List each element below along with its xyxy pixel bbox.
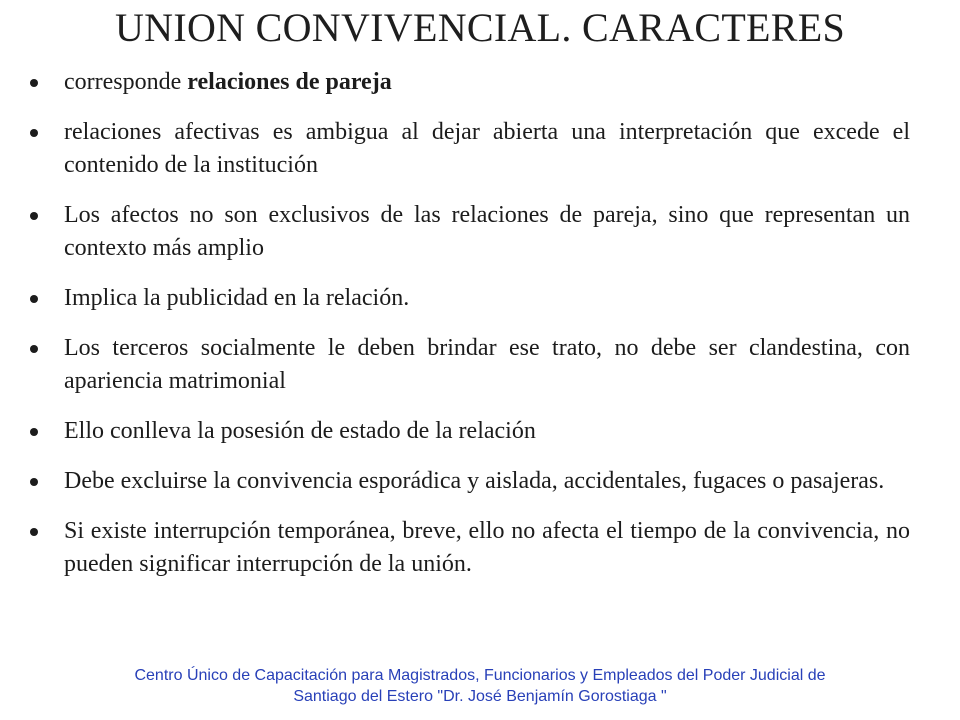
bullet-item xyxy=(30,199,910,265)
footer-line: Centro Único de Capacitación para Magistrados, Funcionarios y Empleados del Poder Judicial de xyxy=(134,667,826,684)
bullet-dot-icon xyxy=(30,528,38,536)
bullet-text: Debe excluirse la convivencia esporádica y aislada, accidentales, fugaces o pasajeras. xyxy=(64,468,885,494)
bullet-list xyxy=(30,66,910,598)
bullet-text: Implica la publicidad en la relación. xyxy=(64,285,410,311)
bullet-bold-text: relaciones de pareja xyxy=(187,69,392,95)
bullet-dot-icon xyxy=(30,345,38,353)
bullet-text: Ello conlleva la posesión de estado de la relación xyxy=(64,418,536,444)
footer-credit xyxy=(0,665,960,707)
bullet-dot-icon xyxy=(30,79,38,87)
bullet-dot-icon xyxy=(30,428,38,436)
bullet-text: Los afectos no son exclusivos de las relaciones de pareja, sino que representan un contexto más amplio xyxy=(64,202,910,261)
bullet-dot-icon xyxy=(30,129,38,137)
slide-title: UNION CONVIVENCIAL. CARACTERES xyxy=(114,5,846,50)
bullet-text: Si existe interrupción temporánea, breve, ello no afecta el tiempo de la convivencia, no pueden significar interrupción de la unión. xyxy=(64,518,910,577)
bullet-text: corresponde xyxy=(64,69,188,95)
footer-line: Santiago del Estero "Dr. José Benjamín Gorostiaga " xyxy=(293,688,667,705)
bullet-text: relaciones afectivas es ambigua al dejar abierta una interpretación que excede el contenido de la institución xyxy=(64,119,910,178)
bullet-dot-icon xyxy=(30,295,38,303)
bullet-item xyxy=(30,282,910,315)
bullet-dot-icon xyxy=(30,478,38,486)
bullet-item xyxy=(30,465,910,498)
bullet-item xyxy=(30,515,910,581)
bullet-item xyxy=(30,66,910,99)
bullet-item xyxy=(30,116,910,182)
bullet-dot-icon xyxy=(30,212,38,220)
bullet-item xyxy=(30,332,910,398)
bullet-text: Los terceros socialmente le deben brindar ese trato, no debe ser clandestina, con apariencia matrimonial xyxy=(64,335,910,394)
bullet-item xyxy=(30,415,910,448)
